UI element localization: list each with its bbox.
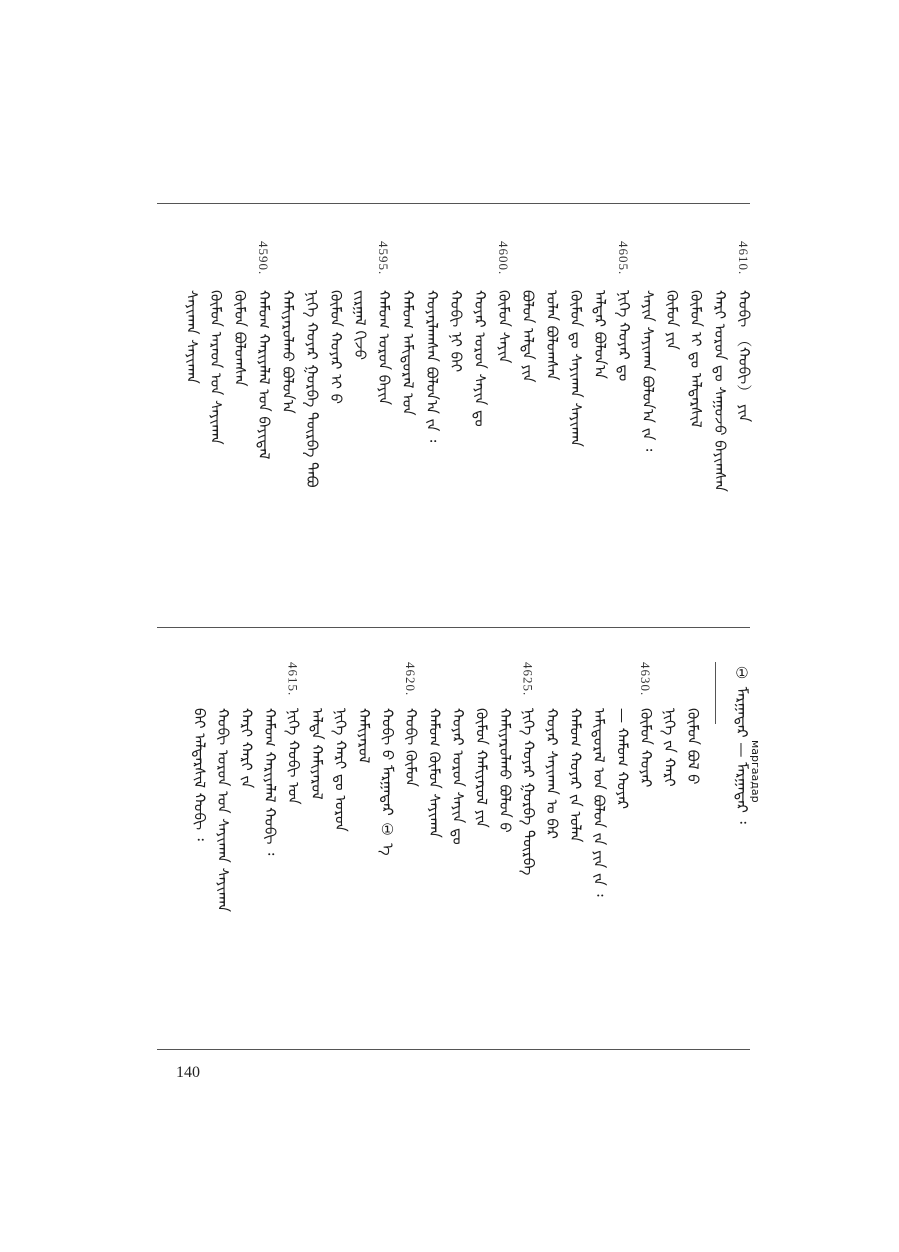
verse-line: ᠬᠤᠪᠢ （ᠬᠤᠪᠢ） ᠶᠢᠨ xyxy=(735,290,753,423)
verse-line: ᠰᠠᠶᠢᠬᠠᠨ ᠰᠠᠶᠢᠬᠠᠨ xyxy=(183,290,201,384)
verse-line: ᠠᠯᠳᠠᠷ ᠪᠣᠯᠤᠨ᠎ᠠ xyxy=(591,290,609,379)
verse-line: ᠬᠣᠶᠠᠷ ᠣᠷᠣᠨ ᠰᠠᠶᠢᠨ ᠳᠤ xyxy=(449,708,467,845)
verse-line: ᠨᠢᠭᠡ ᠬᠣᠶᠠᠷ ᠭᠤᠷᠪᠠ ᠳᠦᠷᠪᠡ xyxy=(519,708,538,876)
verse-line: ᠬᠠᠮᠢᠶᠠᠷᠤᠯᠬᠤ ᠪᠣᠯᠤᠨ᠎ᠠ xyxy=(279,290,297,414)
line-number: 4620. xyxy=(403,662,418,697)
verse-line: ᠵᠢᠷᠭᠠᠯ ᠬᠢᠵᠦ xyxy=(351,290,369,361)
footnote-cyrillic-text: маргаадар xyxy=(749,740,762,803)
verse-line: ᠬᠠᠷᠢ ᠣᠷᠣᠨ ᠳᠤ ᠰᠠᠭᠤᠵᠤ ᠪᠠᠶᠢᠭᠰᠠᠨ xyxy=(711,290,729,492)
verse-line: ᠬᠦᠮᠦᠨ ᠠᠷᠠᠳ ᠤᠨ ᠰᠠᠶᠢᠬᠠᠨ xyxy=(207,290,225,445)
verse-line: ᠬᠣᠶᠠᠷ ᠰᠠᠶᠢᠬᠠᠨ ᠤ ᠪᠠᠷ xyxy=(543,708,561,839)
verse-line: ᠪᠣᠯᠤᠨ ᠠᠯᠳᠠ ᠶᠢᠨ xyxy=(519,290,537,383)
footnote-text: ᠮᠠᠷᠭᠠᠳᠠᠷ — ᠮᠠᠷᠭᠠᠳᠠᠷ ᠄ xyxy=(733,686,751,824)
line-number: 4590. xyxy=(256,241,271,276)
verse-line: ᠬᠦᠮᠦᠨ ᠪᠣᠯᠤᠭᠰᠠᠨ xyxy=(231,290,249,387)
line-number: 4625. xyxy=(520,662,536,697)
footnote-marker: ① xyxy=(733,664,751,682)
line-number: 4605. xyxy=(616,241,631,276)
verse-line: ᠬᠣᠪᠢ ᠪ ᠮᠠᠷᠭᠠᠳᠠᠷ ① ᠡ xyxy=(378,708,397,856)
line-number: 4615. xyxy=(285,662,301,697)
verse-line: ᠬᠣᠪᠢ ᠬᠦᠮᠦᠨ xyxy=(402,708,420,787)
verse-line: ᠬᠠᠮᠢᠶᠠᠷᠤᠯᠬᠤ ᠪᠣᠯᠤᠨ ᠪ xyxy=(496,708,514,833)
verse-line: ᠬᠦᠮᠦᠨ ᠬᠣᠶᠠᠷ ᠢ ᠪ xyxy=(327,290,345,404)
line-number: 4610. xyxy=(736,241,751,276)
verse-line: ᠬᠦᠮᠦᠨ ᠢ ᠳᠤ ᠠᠯᠳᠠᠷᠰᠢᠯ xyxy=(687,290,705,428)
verse-line: ᠨᠢᠭᠡ ᠵᠡ ᠬᠠᠷᠢ xyxy=(660,708,679,787)
verse-line: ᠠᠮᠢᠳᠤᠷᠠᠯ ᠤᠨ ᠪᠣᠯᠤᠨ ᠵᠡ ᠶᠢᠨ ᠵᠡ ᠄ xyxy=(590,708,608,897)
verse-line: ᠬᠠᠮᠤᠭ ᠬᠦᠮᠦᠨ ᠰᠠᠶᠢᠬᠠᠨ xyxy=(425,708,444,838)
verse-line: ᠬᠠᠮᠤᠭ ᠣᠷᠣᠨ ᠪᠠᠶᠢᠨ xyxy=(375,290,393,405)
verse-line: ᠬᠠᠮᠤᠭ ᠬᠠᠷᠢᠶᠠᠯᠠᠯ ᠬᠣᠪᠢ ᠄ xyxy=(261,708,279,856)
verse-line: ᠰᠠᠶᠢᠨ ᠰᠠᠶᠢᠬᠠᠨ ᠪᠣᠯᠤᠨ᠎ᠠ ᠵᠡ ᠄ xyxy=(639,290,657,452)
verse-line: ᠬᠠᠮᠤᠭ ᠬᠣᠶᠠᠷ ᠵᠡ ᠣᠯᠠᠨ xyxy=(566,708,585,843)
verse-line: ᠬᠦᠮᠦᠨ ᠪᠣᠯ ᠪ xyxy=(684,708,702,785)
verse-line: ᠬᠣᠪᠢ ᠨᠢ ᠪᠠᠢ xyxy=(447,290,465,373)
middle-rule xyxy=(157,627,750,628)
verse-line: ᠬᠦᠮᠦᠨ ᠰᠠᠶᠢᠨ xyxy=(495,290,513,364)
footnote-separator xyxy=(715,662,716,724)
verse-line: ᠬᠠᠮᠢᠶᠠᠷᠤᠯ xyxy=(355,708,373,764)
verse-line: ᠬᠠᠮᠤᠭ ᠠᠮᠢᠳᠤᠷᠠᠯ ᠤᠨ xyxy=(399,290,417,416)
verse-line: ᠬᠣᠶᠠᠷᠯᠠᠭᠰᠠᠨ ᠪᠣᠯᠤᠨ᠎ᠠ ᠵᠡ ᠄ xyxy=(423,290,441,443)
line-number: 4630. xyxy=(638,662,653,697)
verse-line: ᠬᠣᠪᠢ ᠣᠷᠣᠨ ᠤᠨ ᠰᠠᠶᠢᠬᠠᠨ ᠰᠠᠶᠢᠬᠠᠨ xyxy=(214,708,232,913)
page-number: 140 xyxy=(176,1064,200,1081)
line-number: 4600. xyxy=(496,241,511,276)
verse-line: ᠬᠠᠮᠤᠭ ᠬᠠᠷᠢᠶᠠᠯᠠᠯ ᠤᠨ ᠪᠠᠶᠢᠳᠠᠯ xyxy=(255,290,273,460)
verse-line: ᠠᠯᠳᠠ ᠬᠠᠮᠢᠶᠠᠷᠤᠯ xyxy=(308,708,326,800)
verse-line: ᠬᠦᠮᠦᠨ ᠬᠠᠮᠢᠶᠠᠷᠤᠯ ᠶᠢᠨ xyxy=(472,708,491,828)
verse-line: ᠬᠦᠮᠦᠨ ᠳᠤ ᠰᠠᠶᠢᠬᠠᠨ ᠰᠠᠶᠢᠬᠠᠨ xyxy=(567,290,585,447)
verse-line: ᠬᠦᠮᠦᠨ ᠬᠣᠶᠠᠷ xyxy=(637,708,655,788)
footnote-cyrillic xyxy=(745,740,765,803)
verse-line: ᠪᠠᠢ ᠠᠯᠳᠠᠷᠰᠢᠯ ᠬᠣᠪᠢ ᠄ xyxy=(190,708,209,841)
verse-line: ᠬᠦᠮᠦᠨ ᠶᠢᠨ xyxy=(663,290,681,350)
verse-line: ᠨᠢᠭᠡ ᠬᠠᠷᠢ ᠳᠤ ᠣᠷᠣᠨ xyxy=(331,708,350,832)
verse-line: ᠨᠢᠭᠡ ᠬᠣᠶᠠᠷ ᠳᠤ xyxy=(615,290,633,382)
verse-line: ᠣᠯᠠᠨ ᠪᠣᠯᠤᠭᠰᠠᠨ xyxy=(543,290,561,381)
verse-line: ᠬᠠᠷᠢ ᠬᠠᠷᠢ ᠵᠡ xyxy=(237,708,256,789)
verse-line: ᠬᠣᠶᠠᠷ ᠣᠷᠣᠨ ᠰᠠᠶᠢᠨ ᠳᠤ xyxy=(471,290,489,427)
top-rule xyxy=(157,203,750,204)
line-number: 4595. xyxy=(376,241,391,276)
verse-line: ᠨᠢᠭᠡ ᠬᠣᠪᠢ ᠤᠨ xyxy=(284,708,303,805)
bottom-rule xyxy=(157,1049,750,1050)
verse-line: — ᠬᠠᠮᠤᠭ ᠬᠣᠶᠠᠷ xyxy=(613,708,632,810)
verse-line: ᠨᠢᠭᠡ ᠬᠣᠶᠠᠷ ᠭᠤᠷᠪᠠ ᠳᠦᠷᠪᠡ ᠲᠠᠪᠤ xyxy=(303,290,321,488)
